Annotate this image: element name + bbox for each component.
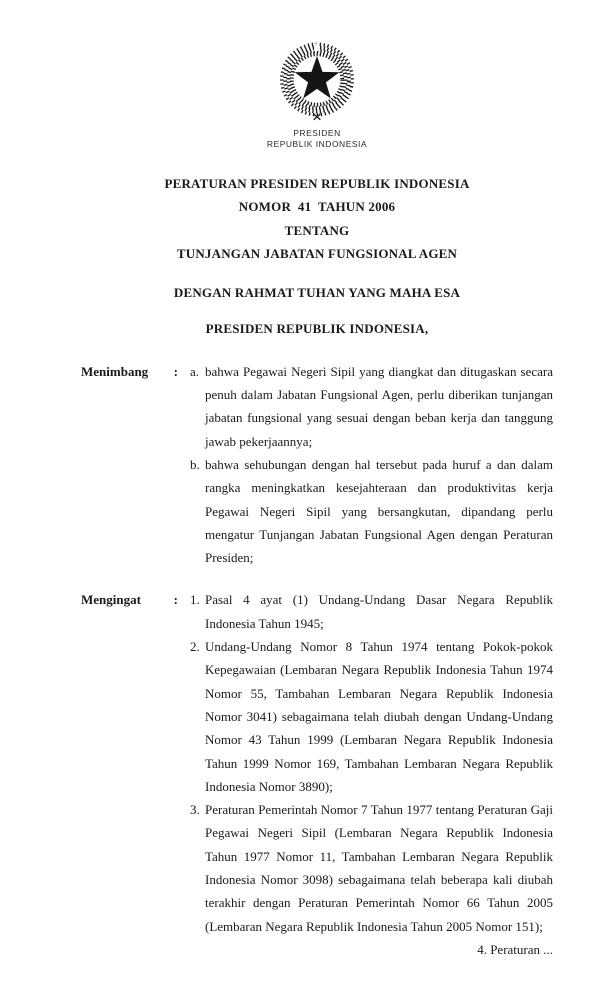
letterhead [81, 40, 553, 150]
section-menimbang [81, 360, 553, 570]
seal-caption-presiden: PRESIDEN [293, 128, 341, 138]
list-item [190, 588, 553, 635]
section-label-mengingat [81, 588, 178, 611]
item-text: Pasal 4 ayat (1) Undang-Undang Dasar Negara Republik Indonesia Tahun 1945; [205, 592, 553, 631]
menimbang-items [190, 360, 553, 570]
item-marker: 2. [190, 639, 200, 655]
list-item [190, 453, 553, 569]
section-label-colon: : [173, 592, 178, 608]
mengingat-items [190, 588, 553, 937]
seal-caption-republik-indonesia: REPUBLIK INDONESIA [266, 139, 368, 149]
seal-caption [81, 128, 553, 150]
item-marker: a. [190, 363, 200, 379]
regulation-tentang-label: TENTANG [284, 222, 350, 238]
regulation-title: PERATURAN PRESIDEN REPUBLIK INDONESIA [164, 176, 470, 191]
item-marker: 3. [190, 802, 200, 818]
item-text: bahwa sehubungan dengan hal tersebut pada huruf a dan dalam rangka meningkatkan kesejahteraan dan produktivitas kerja Pegawai Negeri Sipil yang bersangkutan, dipandang perlu mengatur Tunjangan Jabatan Fungsional Agen dengan Peraturan Presiden; [205, 456, 553, 566]
list-item [190, 798, 553, 938]
title-block [81, 172, 553, 341]
item-text: Undang-Undang Nomor 8 Tahun 1974 tentang Pokok-pokok Kepegawaian (Lembaran Negara Republik Indonesia Tahun 1974 Nomor 55, Tambahan Lembaran Negara Republik Indonesia Nomor 3041) sebagaimana telah diubah dengan Undang-Undang Nomor 43 Tahun 1999 (Lembaran Negara Republik Indonesia Tahun 1999 Nomor 169, Tambahan Lembaran Negara Republik Indonesia Nomor 3890); [205, 639, 553, 794]
item-marker: b. [190, 456, 200, 472]
item-text: bahwa Pegawai Negeri Sipil yang diangkat dan ditugaskan secara penuh dalam Jabatan Fungsional Agen, perlu diberikan tunjangan jabatan fungsional yang sesuai dengan beban kerja dan tanggung jawab pekerjaannya; [205, 363, 553, 449]
catchword: 4. Peraturan ... [477, 941, 553, 957]
regulation-number: NOMOR 41 TAHUN 2006 [238, 199, 396, 215]
list-item [190, 360, 553, 453]
item-marker: 1. [190, 592, 200, 608]
section-label-colon: : [173, 363, 178, 379]
section-label-text: Menimbang [81, 363, 149, 379]
regulation-subject: TUNJANGAN JABATAN FUNGSIONAL AGEN [176, 245, 458, 261]
list-item [190, 635, 553, 798]
star-wreath-seal-icon [275, 40, 359, 124]
section-mengingat [81, 588, 553, 937]
authority-line: PRESIDEN REPUBLIK INDONESIA, [205, 321, 429, 337]
section-label-text: Mengingat [81, 592, 141, 608]
invocation-line: DENGAN RAHMAT TUHAN YANG MAHA ESA [173, 285, 461, 301]
item-text: Peraturan Pemerintah Nomor 7 Tahun 1977 tentang Peraturan Gaji Pegawai Negeri Sipil (Lembaran Negara Republik Indonesia Tahun 1977 Nomor 11, Tambahan Lembaran Negara Republik Indonesia Nomor 3098) sebagaimana telah beberapa kali diubah terakhir dengan Peraturan Pemerintah Nomor 66 Tahun 2005 (Lembaran Negara Republik Indonesia Tahun 2005 Nomor 151); [205, 802, 553, 934]
section-label-menimbang [81, 360, 178, 383]
